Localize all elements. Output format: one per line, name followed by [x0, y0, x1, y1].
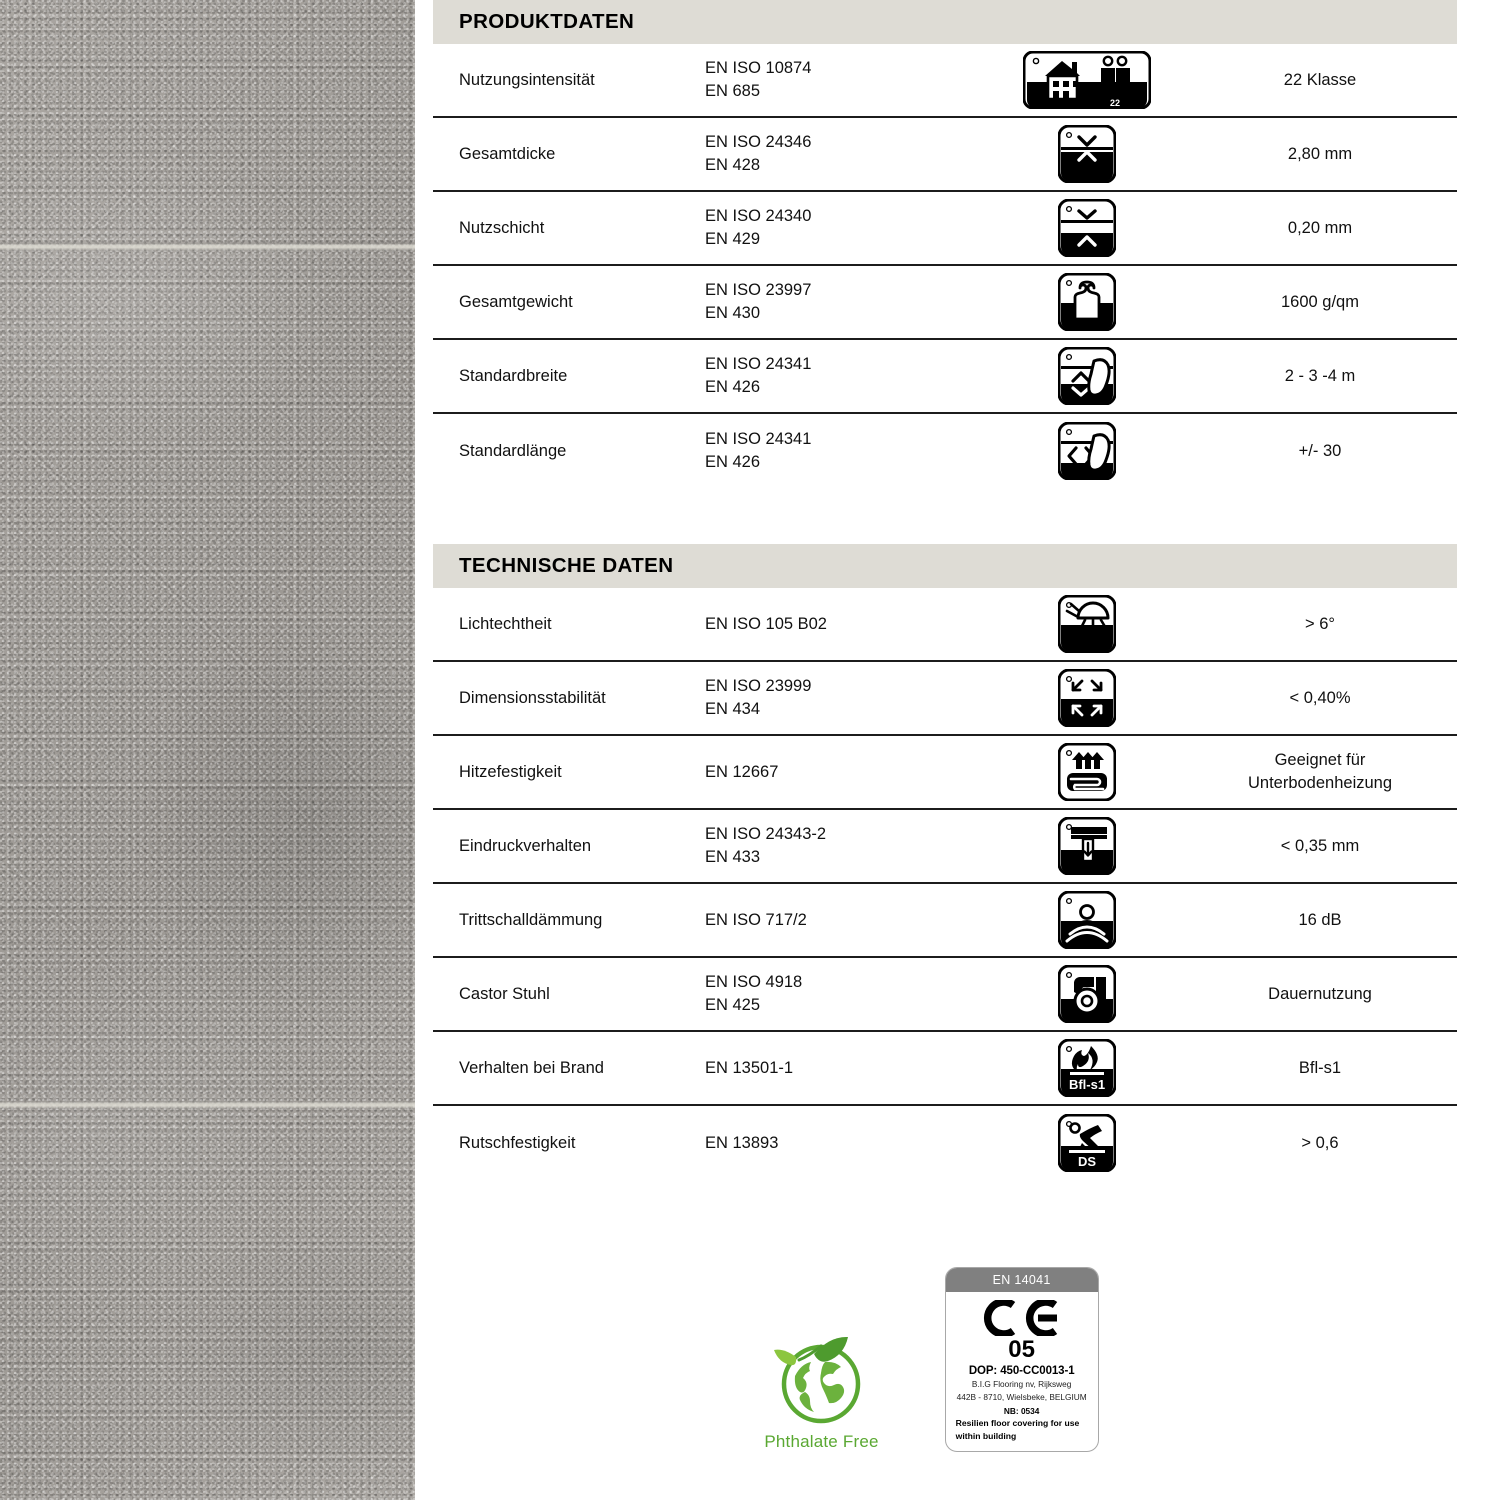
table-row: [433, 958, 1457, 1032]
value-line: 1600 g/qm: [1281, 292, 1359, 311]
section-technische-daten: [415, 544, 1500, 1180]
property-value: [1197, 1132, 1457, 1155]
produktdaten-table: [433, 44, 1457, 488]
norm-reference: [705, 131, 977, 177]
norm-reference: [705, 353, 977, 399]
value-line: +/- 30: [1298, 441, 1342, 460]
property-value: [1197, 440, 1457, 463]
value-line: 2,80 mm: [1287, 144, 1353, 163]
norm-reference: [705, 205, 977, 251]
norm-line: EN ISO 717/2: [705, 910, 807, 929]
value-line: < 0,35 mm: [1280, 836, 1360, 855]
icon-cell: [977, 51, 1197, 109]
ce-year: 05: [1008, 1335, 1035, 1363]
norm-line: EN 12667: [705, 762, 779, 781]
section-title: TECHNISCHE DATEN: [459, 554, 674, 577]
property-value: [1197, 835, 1457, 858]
ce-use-line: Resilien floor covering for use: [955, 1417, 1080, 1428]
property-name: Gesamtdicke: [459, 144, 556, 163]
table-row: [433, 266, 1457, 340]
icon-cell: [977, 422, 1197, 480]
fire-class-label: Bfl-s1: [1068, 1077, 1106, 1092]
property-value: [1197, 909, 1457, 932]
norm-line: EN 13501-1: [705, 1058, 794, 1077]
norm-line: EN ISO 24341: [705, 430, 812, 449]
underfloor-heating-icon: [1058, 743, 1116, 801]
table-row: [433, 884, 1457, 958]
value-line: 0,20 mm: [1287, 218, 1353, 237]
ce-standard: EN 14041: [946, 1268, 1098, 1292]
property-value: [1197, 749, 1457, 795]
property-name: Gesamtgewicht: [459, 292, 573, 311]
ce-dop-number: DOP: 450-CC0013-1: [968, 1365, 1075, 1378]
table-row: [433, 810, 1457, 884]
standard-length-roll-icon: [1058, 422, 1116, 480]
ce-mark-icon: [983, 1300, 1061, 1336]
value-line: 22 Klasse: [1283, 70, 1357, 89]
property-name: Hitzefestigkeit: [459, 762, 562, 781]
norm-line: EN 429: [705, 230, 761, 248]
norm-reference: [705, 279, 977, 325]
property-value: [1197, 983, 1457, 1006]
icon-cell: [977, 891, 1197, 949]
table-row: [433, 192, 1457, 266]
lightfastness-sun-icon: [1058, 595, 1116, 653]
standard-width-roll-icon: [1058, 347, 1116, 405]
ce-notified-body: NB: 0534: [1003, 1405, 1040, 1416]
value-line: 2 - 3 -4 m: [1284, 366, 1356, 385]
property-name: Nutzungsintensität: [459, 70, 595, 89]
table-row: [433, 340, 1457, 414]
section-produktdaten: [415, 0, 1500, 488]
technische-daten-table: [433, 588, 1457, 1180]
residual-indentation-icon: [1058, 817, 1116, 875]
total-weight-icon: [1058, 273, 1116, 331]
ce-address-line: 442B - 8710, Wielsbeke, BELGIUM: [956, 1391, 1087, 1402]
section-header: [433, 544, 1457, 588]
norm-reference: [705, 761, 977, 784]
grout-line: [0, 243, 415, 251]
fire-behaviour-icon: [1058, 1039, 1116, 1097]
section-header: [433, 0, 1457, 44]
section-title: PRODUKTDATEN: [459, 10, 635, 33]
table-row: [433, 414, 1457, 488]
certification-footer: [415, 1267, 1500, 1452]
norm-line: EN 425: [705, 996, 761, 1014]
castor-chair-icon: [1058, 965, 1116, 1023]
icon-cell: [977, 965, 1197, 1023]
norm-reference: [705, 675, 977, 721]
property-value: [1197, 69, 1457, 92]
icon-cell: [977, 595, 1197, 653]
ce-address-line: B.I.G Flooring nv, Rijksweg: [971, 1379, 1072, 1390]
value-line: Geeignet für: [1274, 751, 1366, 770]
norm-line: EN ISO 24340: [705, 207, 812, 226]
icon-cell: [977, 199, 1197, 257]
property-value: [1197, 143, 1457, 166]
slip-resistance-icon: [1058, 1114, 1116, 1172]
property-value: [1197, 613, 1457, 636]
norm-line: EN ISO 105 B02: [705, 614, 827, 633]
property-name: Verhalten bei Brand: [459, 1058, 604, 1077]
wear-layer-icon: [1058, 199, 1116, 257]
norm-line: EN ISO 23997: [705, 281, 812, 300]
norm-line: EN 430: [705, 304, 761, 322]
specification-panel: [415, 0, 1500, 1500]
property-name: Castor Stuhl: [459, 984, 550, 1003]
table-row: [433, 1106, 1457, 1180]
stone-texture-overlay: [0, 0, 415, 1500]
property-name: Standardbreite: [459, 366, 568, 385]
value-line: Dauernutzung: [1268, 984, 1372, 1003]
icon-cell: [977, 669, 1197, 727]
norm-reference: [705, 1132, 977, 1155]
norm-line: EN 428: [705, 156, 761, 174]
property-name: Rutschfestigkeit: [459, 1133, 576, 1152]
norm-reference: [705, 971, 977, 1017]
norm-reference: [705, 613, 977, 636]
value-line: > 6°: [1305, 614, 1335, 633]
property-value: [1197, 217, 1457, 240]
total-thickness-icon: [1058, 125, 1116, 183]
norm-reference: [705, 428, 977, 474]
ce-use-line: within building: [955, 1430, 1017, 1441]
table-row: [433, 588, 1457, 662]
norm-line: EN ISO 24346: [705, 133, 812, 152]
value-line: 16 dB: [1298, 910, 1342, 929]
property-name: Dimensionsstabilität: [459, 688, 606, 707]
norm-reference: [705, 1057, 977, 1080]
usage-class-house-people-icon: [1023, 51, 1151, 109]
icon-cell: [977, 743, 1197, 801]
property-name: Standardlänge: [459, 441, 567, 460]
icon-cell: [977, 1039, 1197, 1097]
property-value: [1197, 291, 1457, 314]
impact-sound-icon: [1058, 891, 1116, 949]
norm-line: EN 685: [705, 82, 761, 100]
slip-class-label: DS: [1077, 1154, 1097, 1169]
product-sample-photo: [0, 0, 415, 1500]
phthalate-free-logo: [764, 1330, 878, 1452]
norm-reference: [705, 57, 977, 103]
value-line: > 0,6: [1301, 1133, 1339, 1152]
property-value: [1197, 1057, 1457, 1080]
usage-class-value: 22: [1109, 98, 1121, 108]
norm-line: EN 13893: [705, 1133, 779, 1152]
table-row: [433, 1032, 1457, 1106]
phthalate-free-label: Phthalate Free: [764, 1432, 879, 1451]
section-spacer: [415, 488, 1500, 544]
table-row: [433, 736, 1457, 810]
ce-body: [946, 1292, 1098, 1451]
globe-leaf-icon: [769, 1330, 873, 1428]
norm-line: EN ISO 23999: [705, 677, 812, 696]
norm-line: EN ISO 4918: [705, 973, 803, 992]
norm-line: EN 426: [705, 378, 761, 396]
norm-line: EN 434: [705, 700, 761, 718]
norm-line: EN 433: [705, 848, 761, 866]
grout-line: [0, 1101, 415, 1109]
norm-line: EN ISO 24343-2: [705, 825, 827, 844]
value-line: Unterbodenheizung: [1247, 774, 1393, 792]
norm-line: EN 426: [705, 453, 761, 471]
value-line: < 0,40%: [1289, 688, 1351, 707]
property-name: Trittschalldämmung: [459, 910, 603, 929]
norm-reference: [705, 823, 977, 869]
norm-line: EN ISO 10874: [705, 59, 812, 78]
property-value: [1197, 687, 1457, 710]
ce-marking-label: [945, 1267, 1099, 1452]
icon-cell: [977, 1114, 1197, 1172]
norm-reference: [705, 909, 977, 932]
icon-cell: [977, 817, 1197, 875]
property-value: [1197, 365, 1457, 388]
property-name: Eindruckverhalten: [459, 836, 592, 855]
table-row: [433, 118, 1457, 192]
property-name: Lichtechtheit: [459, 614, 552, 633]
value-line: Bfl-s1: [1298, 1058, 1342, 1077]
icon-cell: [977, 347, 1197, 405]
icon-cell: [977, 125, 1197, 183]
property-name: Nutzschicht: [459, 218, 545, 237]
table-row: [433, 662, 1457, 736]
icon-cell: [977, 273, 1197, 331]
table-row: [433, 44, 1457, 118]
dimensional-stability-icon: [1058, 669, 1116, 727]
norm-line: EN ISO 24341: [705, 355, 812, 374]
